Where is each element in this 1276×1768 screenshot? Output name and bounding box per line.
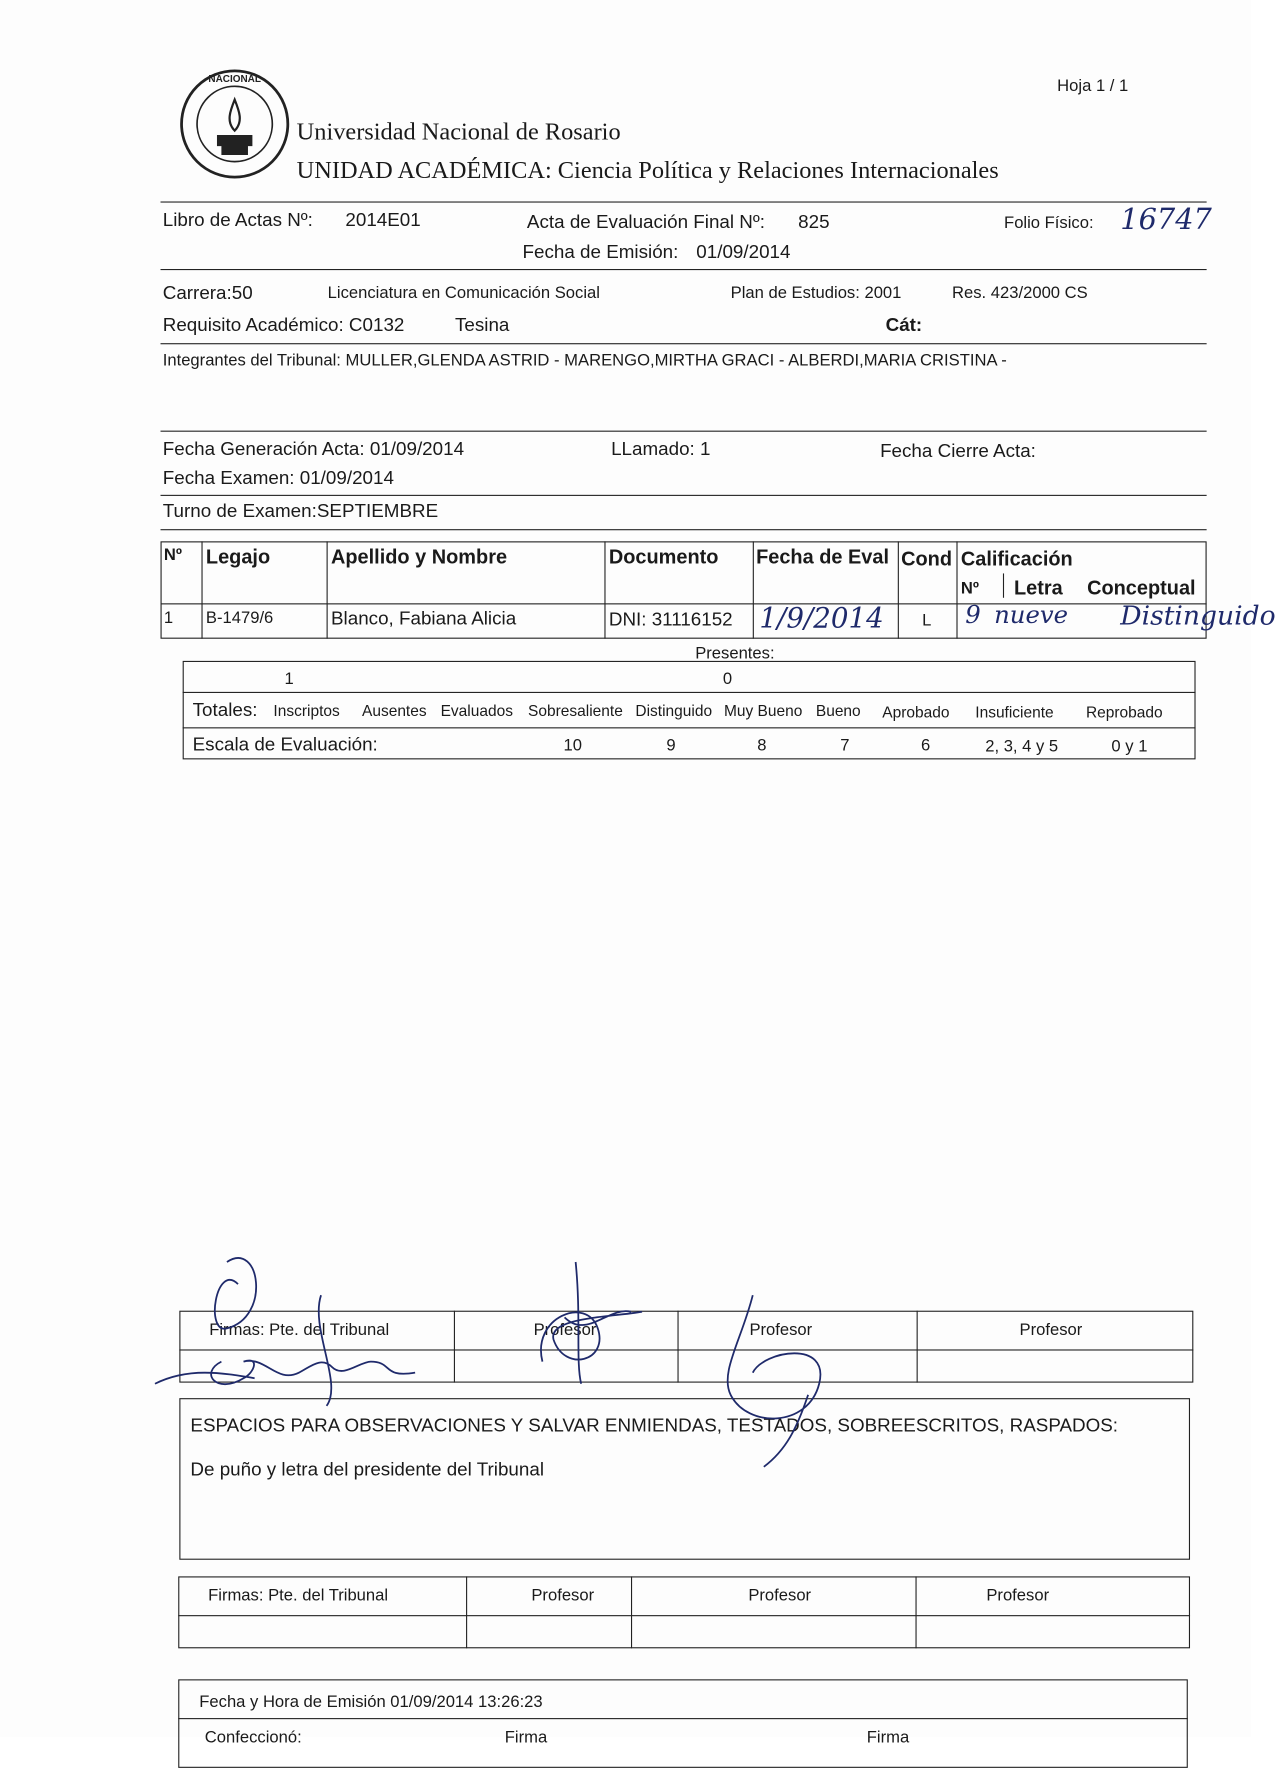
observations-text: De puño y letra del presidente del Tribunal	[190, 1459, 545, 1481]
fecha-examen: Fecha Examen: 01/09/2014	[162, 467, 394, 489]
escala-value: 7	[840, 736, 850, 755]
col-reprobado: Reprobado	[1085, 702, 1163, 721]
row-nota-handwritten: 9	[965, 602, 981, 630]
carrera-name: Licenciatura en Comunicación Social	[327, 283, 600, 303]
emission-datetime: Fecha y Hora de Emisión 01/09/2014 13:26:23	[199, 1692, 543, 1712]
divider	[161, 495, 1207, 496]
presentes-label: Presentes:	[695, 644, 775, 664]
row-letra-handwritten: nueve	[994, 602, 1069, 630]
header-n: Nº	[163, 545, 182, 565]
col-bueno: Bueno	[815, 701, 861, 720]
escala-value: 6	[921, 736, 931, 755]
firma-profesor-label: Profesor	[531, 1586, 595, 1606]
acta-label: Acta de Evaluación Final Nº:	[526, 211, 765, 233]
resolucion: Res. 423/2000 CS	[952, 283, 1088, 303]
divider	[161, 431, 1207, 432]
escala-value: 0 y 1	[1111, 737, 1148, 757]
header-calificacion: Calificación	[960, 547, 1073, 571]
escala-label: Escala de Evaluación:	[192, 733, 378, 755]
subheader-conceptual: Conceptual	[1087, 576, 1196, 599]
divider	[161, 343, 1207, 344]
firma-profesor-label: Profesor	[533, 1320, 597, 1340]
svg-text:NACIONAL: NACIONAL	[208, 73, 261, 85]
observations-title: ESPACIOS PARA OBSERVACIONES Y SALVAR ENMIENDAS, TESTADOS, SOBREESCRITOS, RASPADOS:	[190, 1414, 1119, 1436]
escala-value: 2, 3, 4 y 5	[985, 737, 1059, 757]
plan-estudios: Plan de Estudios: 2001	[730, 283, 902, 303]
totales-label: Totales:	[192, 699, 258, 721]
cat-label: Cát:	[885, 314, 923, 336]
fecha-generacion: Fecha Generación Acta: 01/09/2014	[162, 438, 465, 460]
firma-label: Firma	[866, 1728, 910, 1747]
header-fecha: Fecha de Eval	[756, 545, 889, 568]
academic-unit: UNIDAD ACADÉMICA: Ciencia Política y Relaciones Internacionales	[296, 156, 999, 184]
header-documento: Documento	[608, 545, 719, 568]
firma-profesor-label: Profesor	[749, 1320, 813, 1340]
university-seal-logo	[177, 66, 294, 183]
libro-value: 2014E01	[345, 209, 421, 231]
libro-label: Libro de Actas Nº:	[162, 209, 313, 231]
row-n: 1	[163, 608, 174, 628]
col-evaluados: Evaluados	[440, 701, 513, 720]
firma-profesor-label: Profesor	[748, 1586, 812, 1606]
col-muy-bueno: Muy Bueno	[723, 701, 803, 720]
row-nombre: Blanco, Fabiana Alicia	[330, 607, 517, 629]
firma-presidente-label: Firmas: Pte. del Tribunal	[208, 1586, 389, 1606]
page-number: Hoja 1 / 1	[1057, 76, 1129, 96]
firma-profesor-label: Profesor	[1019, 1320, 1083, 1340]
header-cond: Cond	[901, 547, 953, 571]
header-legajo: Legajo	[205, 545, 271, 568]
fecha-cierre: Fecha Cierre Acta:	[880, 440, 1036, 462]
escala-value: 9	[666, 736, 676, 755]
row-cond: L	[922, 611, 932, 630]
col-inscriptos: Inscriptos	[273, 701, 340, 720]
firma-profesor-label: Profesor	[986, 1586, 1050, 1606]
carrera-code: Carrera:50	[162, 282, 253, 304]
firma-label: Firma	[504, 1728, 548, 1747]
col-aprobado: Aprobado	[882, 702, 950, 721]
handwritten-signatures	[144, 1229, 1207, 1484]
ausentes-value: 0	[722, 669, 733, 689]
folio-label: Folio Físico:	[1004, 213, 1094, 233]
confecciono-label: Confeccionó:	[204, 1728, 302, 1747]
tribunal-members: Integrantes del Tribunal: MULLER,GLENDA ASTRID - MARENGO,MIRTHA GRACI - ALBERDI,MARIA CRISTINA -	[162, 350, 1007, 370]
escala-value: 8	[757, 736, 767, 755]
row-documento: DNI: 31116152	[608, 608, 733, 630]
folio-handwritten-value: 16747	[1120, 203, 1212, 237]
subheader-n: Nº	[960, 578, 979, 598]
divider	[161, 201, 1207, 202]
col-insuficiente: Insuficiente	[975, 702, 1054, 721]
emision-label: Fecha de Emisión:	[522, 241, 679, 263]
inscriptos-value: 1	[284, 669, 294, 689]
col-sobresaliente: Sobresaliente	[528, 701, 623, 720]
tesina: Tesina	[454, 314, 510, 336]
acta-value: 825	[798, 211, 830, 233]
col-ausentes: Ausentes	[361, 701, 427, 720]
divider	[161, 529, 1207, 530]
firma-presidente-label: Firmas: Pte. del Tribunal	[209, 1320, 390, 1340]
subheader-letra: Letra	[1014, 576, 1063, 599]
emision-value: 01/09/2014	[696, 241, 791, 263]
row-fecha-handwritten: 1/9/2014	[759, 602, 884, 635]
divider	[161, 269, 1207, 270]
row-conceptual-handwritten: Distinguido	[1120, 599, 1276, 631]
requisito: Requisito Académico: C0132	[162, 314, 405, 336]
col-distinguido: Distinguido	[635, 701, 713, 720]
turno-examen: Turno de Examen:SEPTIEMBRE	[162, 500, 439, 522]
university-name: Universidad Nacional de Rosario	[296, 117, 621, 146]
header-nombre: Apellido y Nombre	[330, 545, 508, 568]
row-legajo: B-1479/6	[205, 608, 274, 628]
escala-value: 10	[563, 736, 582, 755]
llamado: LLamado: 1	[611, 438, 711, 460]
